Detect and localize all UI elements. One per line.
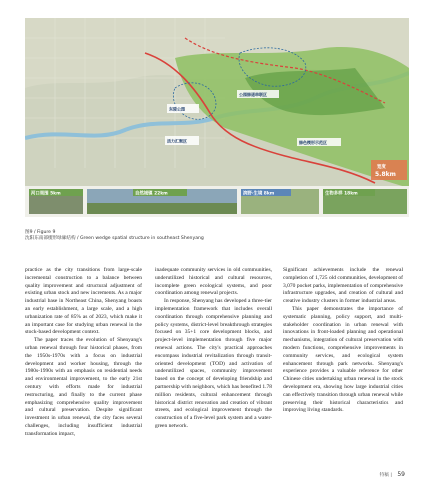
caption-text: 沈阳东南部楔形绿廊结构 / Green wedge spatial structure in southeast Shenyang — [25, 236, 204, 241]
map-label-wedge: 绿色楔形示范区 — [299, 140, 327, 145]
map-label-vibrant: 活力汇聚区 — [167, 138, 187, 144]
photo-label-3: 滨野·生境 8km — [243, 191, 275, 197]
photo-label-1: 河口周围 5km — [31, 191, 61, 197]
map-label-greenway: 公园绿道串联区 — [239, 92, 267, 97]
map-label-east-park: 东陵公园 — [169, 106, 185, 112]
paragraph: In response, Shenyang has developed a three-tier implementation framework that includes overall coordination through comprehensive planning and policy systems, district-level breakthrough strategies focused on 35+1 core development blocks, and project-level implementation through five major renewal actions. The city's practical approaches encompass industrial revitalization through transit-oriented development (TOD) and activation of underutilized spaces, community improvement based on the concept of developing friendship and partnership with neighbors, which has benefited 1.78 million residents, cultural enhancement through historical district renovation and creation of vibrant streets, and ecological improvement through the construction of a five-level park system and a water-green network. — [155, 298, 272, 429]
paragraph: This paper demonstrates the importance of systematic planning, policy support, and multi-stakeholder coordination in urban renewal with innovations in front-loaded planning and operational mechanisms, integration of cultural preservation with modern functions, comprehensive improvements in community services, and ecological system enhancement through park networks. Shenyang's experience provides a valuable reference for other Chinese cities undertaking urban renewal in the stock development era, showing how large industrial cities can effectively transition through urban renewal while preserving their historical characteristics and improving living standards. — [283, 305, 403, 414]
column-1 — [25, 267, 142, 439]
column-3 — [283, 267, 403, 415]
footer-separator: | — [390, 473, 392, 478]
paragraph: The paper traces the evolution of Shenyang's urban renewal through four historical phases, from the 1950s-1970s with a focus on industrial development and worker housing, through the 1980s-1990s with an emphasis on residential needs and environmental improvement, to the early 21st century with efforts made for industrial restructuring, and finally to the current phase emphasizing comprehensive quality improvement and cultural preservation. Despite significant investment in urban renewal, the city faces several challenges, including insufficient industrial transformation impact, — [25, 337, 142, 437]
map-svg — [25, 18, 409, 217]
photo-label-2: 自然城镇 22km — [135, 191, 168, 197]
length-badge-value: 5.8km — [375, 171, 396, 178]
page-number: 59 — [397, 471, 405, 478]
page-footer — [360, 471, 405, 478]
column-2 — [155, 267, 272, 431]
paragraph: Significant achievements include the renewal completion of 1,725 old communities, development of 3,070 pocket parks, implementation of comprehensive infrastructure upgrades, and creation of cultural and creative industry clusters in former industrial areas. — [283, 267, 403, 305]
length-badge-title: 宽度 — [377, 165, 386, 170]
caption-label: 图9 / Figure 9 — [25, 230, 56, 235]
photo-strip — [25, 186, 409, 217]
paragraph: practice as the city transitions from large-scale incremental construction to a balance between quality improvement and structural adjustment of existing urban stock and new increments. As a major industrial base in Northeast China, Shenyang boasts an early establishment, a large scale, and a high urbanization rate of 85% as of 2023, which make it an important case for studying urban renewal in the stock-based development context. — [25, 267, 142, 336]
photo-label-4: 生物多样 18km — [325, 191, 358, 197]
figure-map — [25, 18, 409, 217]
paragraph: inadequate community services in old communities, underutilized historical and cultural resources, incomplete green ecological systems, and poor coordination among renewal projects. — [155, 267, 272, 297]
figure-caption — [25, 230, 325, 242]
footer-section: 特稿 — [379, 473, 389, 478]
